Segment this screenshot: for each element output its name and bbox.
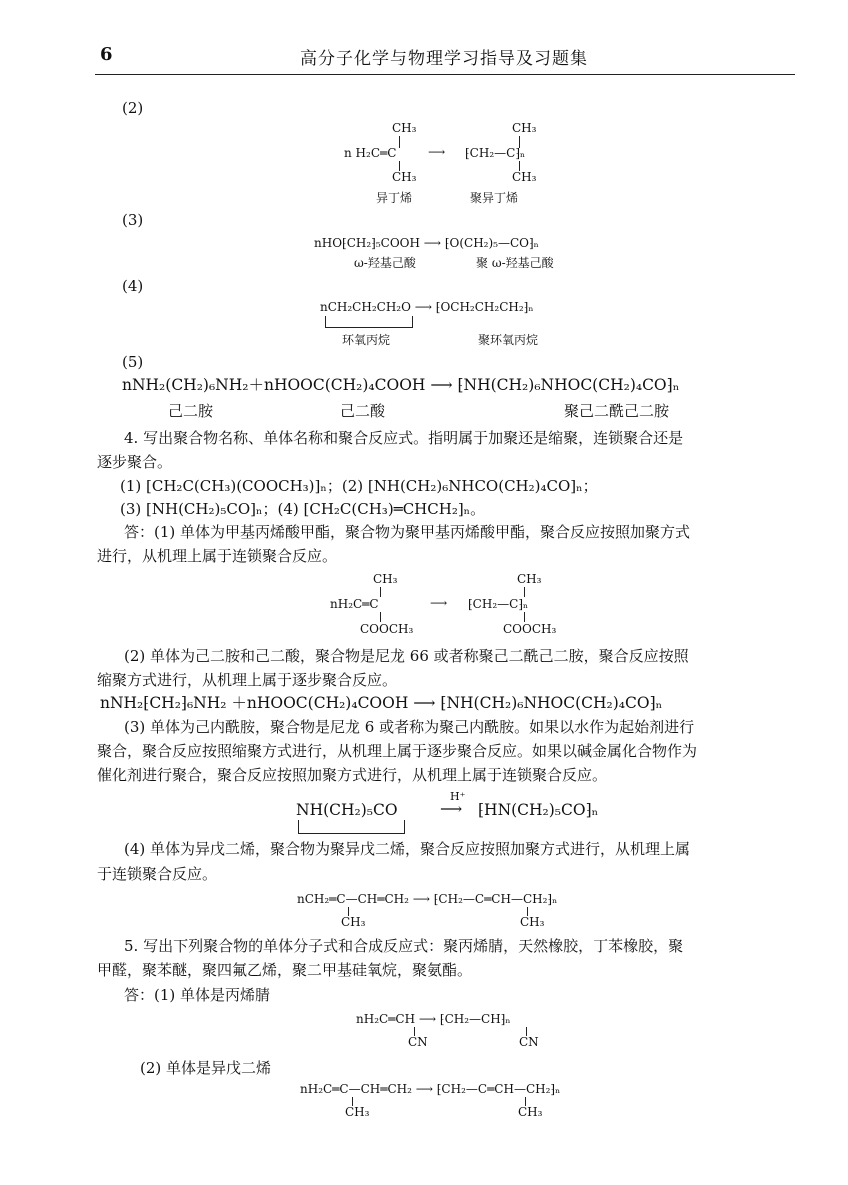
ch3-bottom-left: CH₃ (392, 170, 417, 184)
page-number: 6 (100, 44, 113, 65)
catalyst-h-plus: H⁺ (450, 790, 466, 803)
q4-answer-2-line-1: (2) 单体为己二胺和己二酸，聚合物是尼龙 66 或者称聚己二酰己二胺，聚合反应按照 (124, 647, 689, 665)
q4-answer-2-equation: nNH₂⁅CH₂⁆₆NH₂ ＋nHOOC(CH₂)₄COOH ⟶ ⁅NH(CH₂)₆NHOC(CH₂)₄CO⁆ₙ (100, 694, 663, 712)
q4-line-1: 4. 写出聚合物名称、单体名称和聚合反应式。指明属于加聚还是缩聚，连锁聚合还是 (124, 429, 684, 447)
item-label-5: (5) (122, 353, 144, 371)
lactam-ring-left (298, 820, 299, 834)
label-hexanediamine: 己二胺 (168, 402, 214, 420)
q4-answer-3-line-1: (3) 单体为己内酰胺，聚合物是尼龙 6 或者称为聚己内酰胺。如果以水作为起始剂进行 (124, 718, 695, 736)
mma-bond-bottom-right (524, 612, 525, 622)
polyisobutylene-repeat-unit: ⁅CH₂—C⁆ₙ (465, 146, 526, 160)
mma-bond-bottom-left (380, 612, 381, 622)
q5-answer-2: (2) 单体是异戊二烯 (140, 1059, 272, 1077)
mma-cooch3-right: COOCH₃ (503, 622, 557, 636)
ch3-bottom-right: CH₃ (512, 170, 537, 184)
nylon6-repeat-unit: ⁅HN(CH₂)₅CO⁆ₙ (478, 801, 599, 819)
isoprene-equation-2: nH₂C═C—CH═CH₂ ⟶ ⁅CH₂—C═CH—CH₂⁆ₙ (300, 1082, 561, 1096)
label-isobutylene: 异丁烯 (376, 191, 413, 205)
ring-bond-bottom (325, 327, 413, 328)
label-hydroxyhexanoic: ω-羟基己酸 (354, 256, 416, 270)
running-header-title: 高分子化学与物理学习指导及习题集 (300, 49, 588, 69)
isoprene-ch3-right: CH₃ (520, 915, 545, 929)
mma-bond-top-right (524, 587, 525, 597)
mma-bond-top-left (380, 587, 381, 597)
item-label-3: (3) (122, 211, 144, 229)
q4-answer-3-line-2: 聚合，聚合反应按照缩聚方式进行，从机理上属于逐步聚合反应。如果以碱金属化合物作为 (97, 742, 698, 760)
q4-line-3: (1) [CH₂C(CH₃)(COOCH₃)]ₙ；(2) [NH(CH₂)₆NHCO(CH₂)₄CO]ₙ； (120, 477, 598, 495)
q4-line-2: 逐步聚合。 (97, 453, 173, 471)
caprolactam-monomer: NH(CH₂)₅CO (296, 801, 398, 819)
isoprene2-ch3-left: CH₃ (345, 1105, 370, 1119)
pmma-repeat-unit: ⁅CH₂—C⁆ₙ (468, 597, 529, 611)
q4-answer-2-line-2: 缩聚方式进行，从机理上属于逐步聚合反应。 (97, 671, 398, 689)
label-oxetane: 环氧丙烷 (342, 333, 391, 347)
q4-answer-1-line-2: 进行，从机理上属于连锁聚合反应。 (97, 547, 338, 565)
isobutylene-monomer: n H₂C═C (344, 146, 397, 160)
label-polyoxetane: 聚环氧丙烷 (478, 333, 539, 347)
q5-line-1: 5. 写出下列聚合物的单体分子式和合成反应式：聚丙烯腈，天然橡胶，丁苯橡胶，聚 (124, 937, 684, 955)
isoprene-equation: nCH₂═C—CH═CH₂ ⟶ ⁅CH₂—C═CH—CH₂⁆ₙ (297, 892, 558, 906)
label-polyisobutylene: 聚异丁烯 (470, 191, 519, 205)
q4-answer-1-line-1: 答：(1) 单体为甲基丙烯酸甲酯，聚合物为聚甲基丙烯酸甲酯，聚合反应按照加聚方式 (124, 523, 691, 541)
mma-monomer: nH₂C═C (330, 597, 379, 611)
lactam-ring-right (404, 820, 405, 834)
pan-equation: nH₂C═CH ⟶ ⁅CH₂—CH⁆ₙ (356, 1012, 511, 1026)
q5-line-2: 甲醛，聚苯醚，聚四氟乙烯，聚二甲基硅氧烷，聚氨酯。 (97, 961, 473, 979)
bond-top-left (399, 136, 400, 148)
mma-arrow: ⟶ (430, 596, 448, 610)
mma-cooch3-left: COOCH₃ (360, 622, 414, 636)
q4-answer-4-line-2: 于连锁聚合反应。 (97, 865, 218, 883)
q4-line-4: (3) [NH(CH₂)₅CO]ₙ；(4) [CH₂C(CH₃)═CHCH₂]ₙ。 (120, 500, 486, 518)
hydroxyhexanoic-equation: nHO⁅CH₂⁆₅COOH ⟶ ⁅O(CH₂)₅—CO⁆ₙ (314, 236, 539, 250)
ch3-top-right: CH₃ (512, 121, 537, 135)
label-adipic-acid: 己二酸 (340, 402, 386, 420)
pan-cn-left: CN (408, 1035, 428, 1049)
pan-cn-right: CN (519, 1035, 539, 1049)
header-rule (95, 74, 795, 75)
mma-ch3-right: CH₃ (517, 572, 542, 586)
q5-answer-1: 答：(1) 单体是丙烯腈 (124, 986, 271, 1004)
nylon66-equation: nNH₂(CH₂)₆NH₂＋nHOOC(CH₂)₄COOH ⟶ ⁅NH(CH₂)₆NHOC(CH₂)₄CO⁆ₙ (122, 376, 680, 394)
label-poly-hydroxyhexanoic: 聚 ω-羟基己酸 (476, 256, 554, 270)
reaction-arrow: ⟶ (428, 145, 446, 159)
lactam-ring-bottom (298, 833, 405, 834)
isoprene-ch3-left: CH₃ (341, 915, 366, 929)
q4-answer-3-line-3: 催化剂进行聚合，聚合反应按照加聚方式进行，从机理上属于连锁聚合反应。 (97, 766, 608, 784)
item-label-4: (4) (122, 277, 144, 295)
ch3-top-left: CH₃ (392, 121, 417, 135)
caprolactam-arrow: ⟶ (440, 800, 463, 818)
item-label-2: (2) (122, 99, 144, 117)
label-nylon66: 聚己二酰己二胺 (564, 402, 670, 420)
isoprene2-ch3-right: CH₃ (518, 1105, 543, 1119)
oxetane-equation: nCH₂CH₂CH₂O ⟶ ⁅OCH₂CH₂CH₂⁆ₙ (320, 300, 534, 314)
q4-answer-4-line-1: (4) 单体为异戊二烯，聚合物为聚异戊二烯，聚合反应按照加聚方式进行，从机理上属 (124, 840, 691, 858)
mma-ch3-left: CH₃ (373, 572, 398, 586)
